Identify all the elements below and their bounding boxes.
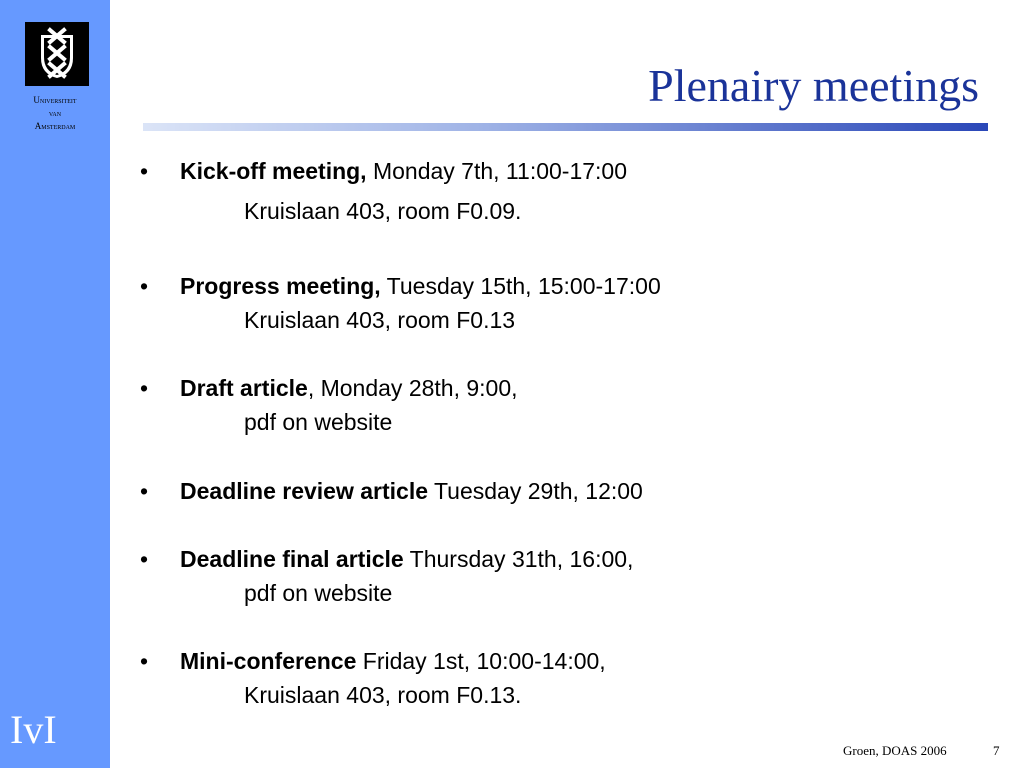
item-location: pdf on website: [244, 580, 393, 606]
bullet-icon: •: [140, 648, 149, 674]
item-heading: Deadline final article: [180, 546, 404, 572]
item-detail: Monday 7th, 11:00-17:00: [366, 158, 628, 184]
item-location: Kruislaan 403, room F0.13: [244, 307, 516, 333]
item-location: pdf on website: [244, 409, 393, 435]
item-heading: Deadline review article: [180, 478, 429, 504]
university-name: Universiteit van Amsterdam: [33, 95, 77, 131]
item-heading: Kick-off meeting,: [180, 158, 367, 184]
item-location: Kruislaan 403, room F0.09.: [244, 198, 522, 224]
uva-crest-icon: [25, 22, 89, 86]
bullet-icon: •: [140, 375, 149, 401]
title-divider: [143, 123, 988, 131]
sidebar: [0, 0, 110, 768]
university-logo: [25, 22, 89, 86]
item-detail: , Monday 28th, 9:00,: [307, 375, 518, 401]
bullet-icon: •: [140, 158, 149, 184]
item-detail: Tuesday 15th, 15:00-17:00: [380, 273, 661, 299]
slide-title: Plenairy meetings: [648, 60, 979, 111]
footer-credit: Groen, DOAS 2006: [843, 743, 947, 758]
item-heading: Progress meeting,: [180, 273, 381, 299]
item-heading: Draft article: [180, 375, 308, 401]
institute-logo: IvI: [10, 707, 57, 752]
item-detail: Friday 1st, 10:00-14:00,: [356, 648, 606, 674]
item-location: Kruislaan 403, room F0.13.: [244, 682, 522, 708]
bullet-icon: •: [140, 546, 149, 572]
page-number: 7: [993, 743, 1000, 758]
bullet-icon: •: [140, 478, 149, 504]
item-detail: Tuesday 29th, 12:00: [428, 478, 643, 504]
item-detail: Thursday 31th, 16:00,: [403, 546, 634, 572]
bullet-icon: •: [140, 273, 149, 299]
item-heading: Mini-conference: [180, 648, 357, 674]
